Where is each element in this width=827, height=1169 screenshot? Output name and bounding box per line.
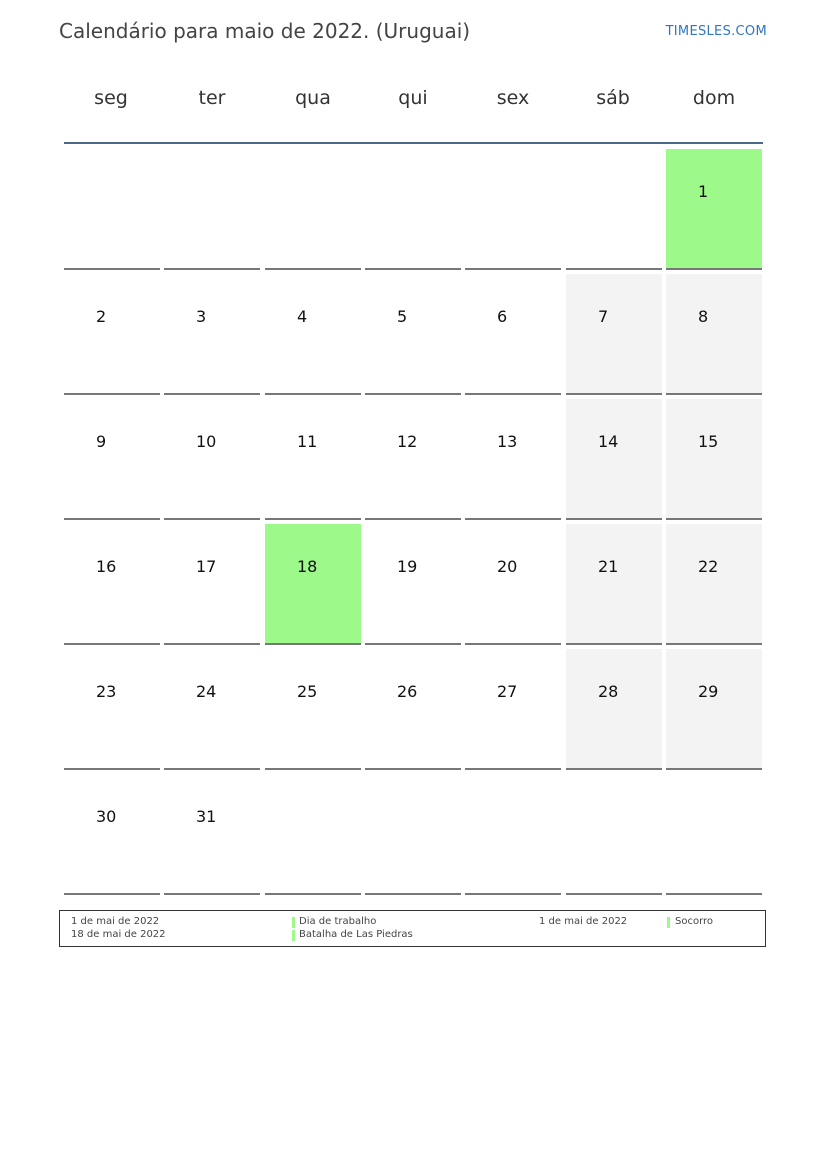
calendar-day-cell <box>164 149 260 270</box>
weekday-tue: ter <box>198 87 226 109</box>
weekday-thu: qui <box>398 87 428 109</box>
weekday-fri: sex <box>496 87 530 109</box>
calendar-day-cell <box>365 399 461 520</box>
legend-color-marker <box>667 917 670 928</box>
day-number: 12 <box>397 432 418 451</box>
calendar-day-cell <box>365 774 461 895</box>
day-number: 25 <box>297 682 318 701</box>
calendar-day-cell <box>64 274 160 395</box>
calendar-day-cell <box>265 274 361 395</box>
calendar-day-cell <box>666 274 762 395</box>
calendar-day-cell <box>265 524 361 645</box>
day-number: 18 <box>297 557 318 576</box>
calendar-day-cell <box>164 399 260 520</box>
holiday-legend <box>59 910 766 947</box>
calendar-day-cell <box>465 649 561 770</box>
day-number: 31 <box>196 807 217 826</box>
day-number: 14 <box>598 432 619 451</box>
day-number: 3 <box>196 307 207 326</box>
day-number: 24 <box>196 682 217 701</box>
calendar-day-cell <box>465 149 561 270</box>
weekday-mon: seg <box>94 87 128 109</box>
calendar-day-cell <box>566 274 662 395</box>
calendar-day-cell <box>666 524 762 645</box>
day-number: 6 <box>497 307 508 326</box>
calendar-day-cell <box>265 649 361 770</box>
day-number: 11 <box>297 432 318 451</box>
calendar-day-cell <box>465 399 561 520</box>
calendar-day-cell <box>64 524 160 645</box>
weekday-wed: qua <box>295 87 331 109</box>
calendar-day-cell <box>265 399 361 520</box>
calendar-day-cell <box>365 649 461 770</box>
calendar-day-cell <box>666 774 762 895</box>
day-number: 23 <box>96 682 117 701</box>
day-number: 9 <box>96 432 107 451</box>
day-number: 19 <box>397 557 418 576</box>
legend-color-marker <box>292 930 295 941</box>
day-number: 21 <box>598 557 619 576</box>
calendar-day-cell <box>64 149 160 270</box>
day-number: 22 <box>698 557 719 576</box>
calendar-day-cell <box>465 274 561 395</box>
day-number: 29 <box>698 682 719 701</box>
page-title: Calendário para maio de 2022. (Uruguai) <box>59 19 471 43</box>
day-number: 17 <box>196 557 217 576</box>
calendar-day-cell <box>164 774 260 895</box>
day-number: 28 <box>598 682 619 701</box>
day-number: 1 <box>698 182 709 201</box>
day-number: 7 <box>598 307 609 326</box>
day-number: 10 <box>196 432 217 451</box>
calendar-day-cell <box>164 524 260 645</box>
calendar-day-cell <box>666 649 762 770</box>
calendar-day-cell <box>666 149 762 270</box>
day-number: 26 <box>397 682 418 701</box>
calendar-day-cell <box>164 649 260 770</box>
calendar-day-cell <box>365 274 461 395</box>
day-number: 16 <box>96 557 117 576</box>
legend-color-marker <box>292 917 295 928</box>
day-number: 15 <box>698 432 719 451</box>
day-number: 20 <box>497 557 518 576</box>
calendar-day-cell <box>566 524 662 645</box>
legend-holiday-name: Socorro <box>675 916 714 927</box>
day-number: 5 <box>397 307 408 326</box>
calendar-day-cell <box>64 399 160 520</box>
day-number: 27 <box>497 682 518 701</box>
legend-holiday-name: Dia de trabalho <box>299 916 377 927</box>
header-divider <box>64 142 763 144</box>
calendar-day-cell <box>265 774 361 895</box>
calendar-day-cell <box>164 274 260 395</box>
day-number: 2 <box>96 307 107 326</box>
calendar-day-cell <box>566 149 662 270</box>
day-number: 13 <box>497 432 518 451</box>
day-number: 4 <box>297 307 308 326</box>
legend-date: 1 de mai de 2022 <box>71 916 160 927</box>
calendar-day-cell <box>64 774 160 895</box>
calendar-day-cell <box>566 399 662 520</box>
calendar-day-cell <box>64 649 160 770</box>
calendar-day-cell <box>265 149 361 270</box>
calendar-day-cell <box>566 774 662 895</box>
brand-link[interactable]: TIMESLES.COM <box>665 24 767 39</box>
weekday-header-row <box>61 87 763 121</box>
calendar-day-cell <box>465 524 561 645</box>
calendar-day-cell <box>566 649 662 770</box>
day-number: 8 <box>698 307 709 326</box>
weekday-sun: dom <box>692 87 736 109</box>
legend-date: 1 de mai de 2022 <box>539 916 628 927</box>
calendar-day-cell <box>465 774 561 895</box>
weekday-sat: sáb <box>596 87 630 109</box>
legend-date: 18 de mai de 2022 <box>71 929 166 940</box>
legend-holiday-name: Batalha de Las Piedras <box>299 929 413 940</box>
calendar-day-cell <box>365 524 461 645</box>
calendar-day-cell <box>365 149 461 270</box>
calendar-day-cell <box>666 399 762 520</box>
day-number: 30 <box>96 807 117 826</box>
